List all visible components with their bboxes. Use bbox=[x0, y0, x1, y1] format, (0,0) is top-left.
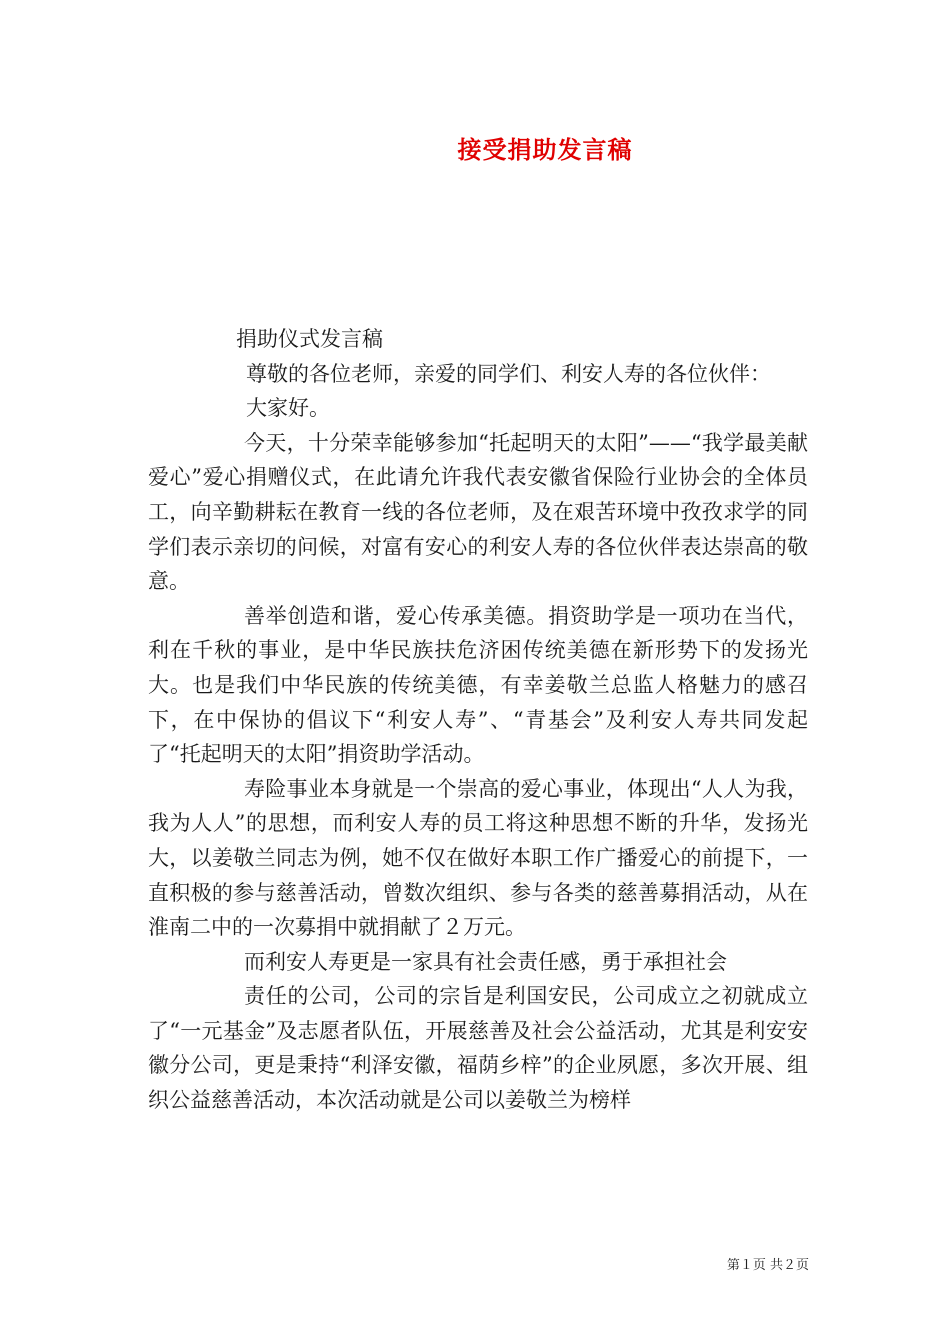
page-number: 第１页 共２页 bbox=[726, 1258, 809, 1273]
paragraph: 今天，十分荣幸能够参加“托起明天的太阳”——“我学最美献爱心”爱心捐赠仪式，在此请允许我代表安徽省保险行业协会的全体员工，向辛勤耕耘在教育一线的各位老师，及在艰苦环境中孜孜求学的同学们表示亲切的问候，对富有安心的利安人寿的各位伙伴表达崇高的敬意。 bbox=[148, 430, 808, 594]
paragraph: 而利安人寿更是一家具有社会责任感，勇于承担社会 bbox=[244, 949, 727, 974]
paragraph: 责任的公司，公司的宗旨是利国安民，公司成立之初就成立了“一元基金”及志愿者队伍，开展慈善及社会公益活动，尤其是利安安徽分公司，更是秉持“利泽安徽，福荫乡梓”的企业夙愿，多次开展、组织公益慈善活动，本次活动就是公司以姜敬兰为榜样 bbox=[148, 984, 808, 1113]
speech-heading: 捐助仪式发言稿 bbox=[236, 327, 383, 351]
paragraph: 善举创造和谐，爱心传承美德。捐资助学是一项功在当代，利在千秋的事业，是中华民族扶危济困传统美德在新形势下的发扬光大。也是我们中华民族的传统美德，有幸姜敬兰总监人格魅力的感召下，在中保协的倡议下“利安人寿”、“青基会”及利安人寿共同发起了“托起明天的太阳”捐资助学活动。 bbox=[148, 603, 808, 767]
paragraph: 寿险事业本身就是一个崇高的爱心事业，体现出“人人为我，我为人人”的思想，而利安人寿的员工将这种思想不断的升华，发扬光大，以姜敬兰同志为例，她不仅在做好本职工作广播爱心的前提下，一直积极的参与慈善活动，曾数次组织、参与各类的慈善募捐活动，从在淮南二中的一次募捐中就捐献了２万元。 bbox=[148, 776, 808, 940]
document-body bbox=[148, 322, 808, 1118]
salutation: 尊敬的各位老师，亲爱的同学们、利安人寿的各位伙伴： bbox=[246, 361, 771, 386]
greeting: 大家好。 bbox=[246, 396, 330, 421]
document-title: 接受捐助发言稿 bbox=[457, 135, 633, 164]
